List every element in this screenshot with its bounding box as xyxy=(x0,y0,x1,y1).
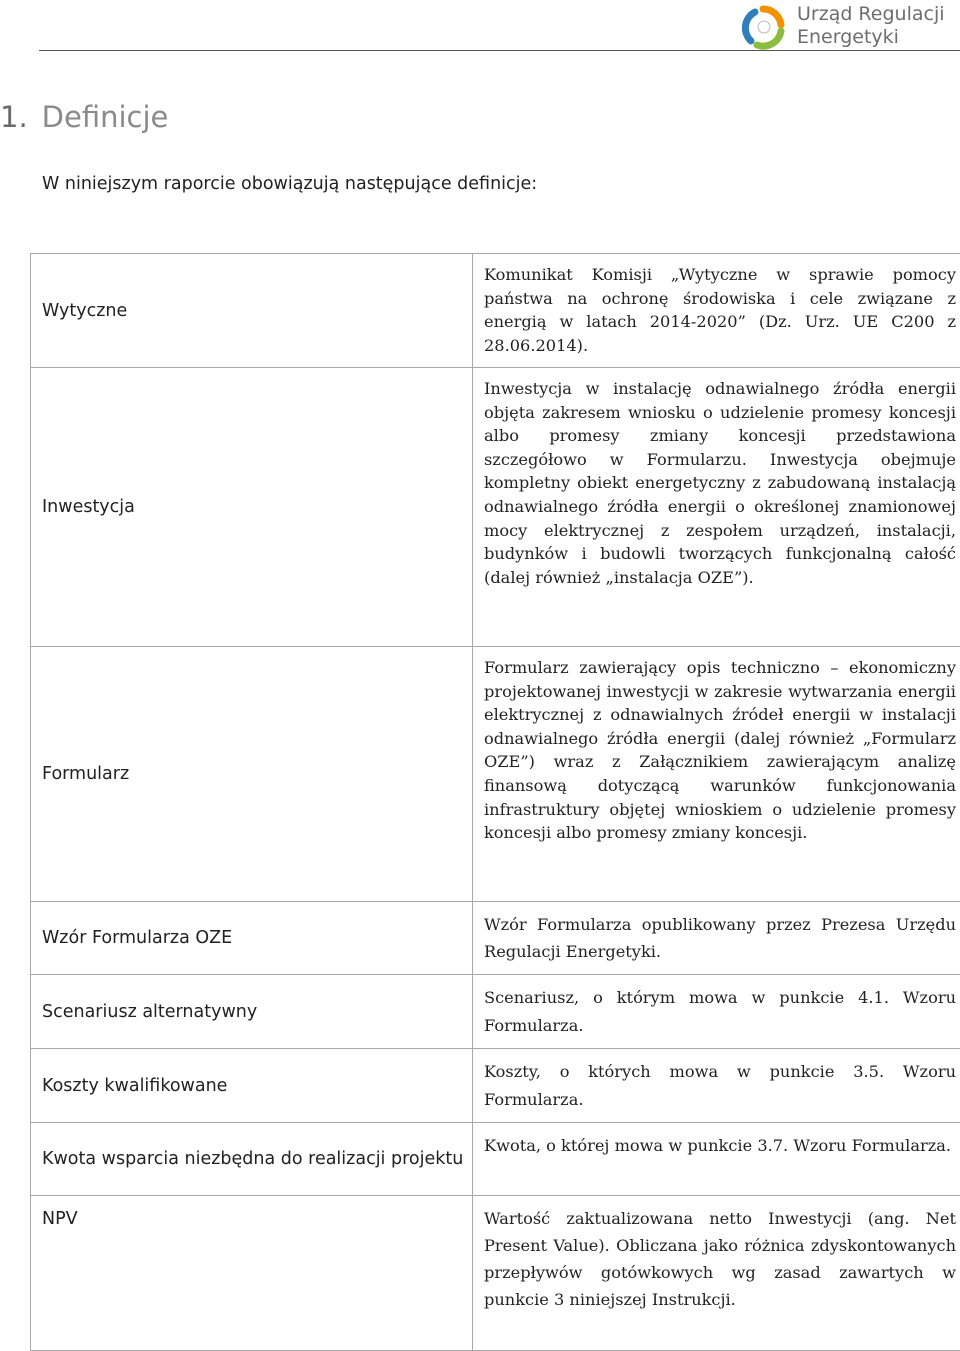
table-row xyxy=(31,1049,960,1122)
table-row xyxy=(31,975,960,1049)
term-label: Inwestycja xyxy=(42,497,135,517)
term-cell xyxy=(31,1195,473,1350)
term-cell xyxy=(31,1049,473,1122)
ure-logo-text xyxy=(797,3,945,49)
definition-cell: Koszty, o których mowa w punkcie 3.5. Wzoru Formularza. xyxy=(473,1049,960,1122)
section-title: Definicje xyxy=(41,100,169,134)
definition-cell: Komunikat Komisji „Wytyczne w sprawie pomocy państwa na ochronę środowiska i cele związane z energią w latach 2014-2020” (Dz. Urz. UE C200 z 28.06.2014). xyxy=(473,254,960,368)
header-divider xyxy=(39,50,960,51)
term-label: Wzór Formularza OZE xyxy=(42,928,233,949)
term-label: Formularz xyxy=(42,764,130,784)
table-row xyxy=(31,647,960,902)
ure-logo xyxy=(737,3,960,51)
ure-logo-icon xyxy=(737,3,789,51)
definition-cell: Kwota, o której mowa w punkcie 3.7. Wzoru Formularza. xyxy=(473,1122,960,1195)
definition-cell: Wzór Formularza opublikowany przez Prezesa Urzędu Regulacji Energetyki. xyxy=(473,902,960,975)
definition-cell: Scenariusz, o którym mowa w punkcie 4.1. Wzoru Formularza. xyxy=(473,975,960,1049)
term-cell xyxy=(31,1122,473,1195)
term-label: Scenariusz alternatywny xyxy=(42,1001,258,1022)
term-cell xyxy=(31,647,473,902)
logo-line-1: Urząd Regulacji xyxy=(797,3,945,25)
definition-cell: Wartość zaktualizowana netto Inwestycji (ang. Net Present Value). Obliczana jako różnica zdyskontowanych przepływów gotówkowych wg zasad zawartych w punkcie 3 niniejszej Instrukcji. xyxy=(473,1195,960,1350)
table-row xyxy=(31,368,960,647)
term-cell xyxy=(31,254,473,368)
definition-cell: Inwestycja w instalację odnawialnego źródła energii objęta zakresem wniosku o udzielenie promesy koncesji albo promesy zmiany koncesji przedstawiona szczegółowo w Formularzu. Inwestycja obejmuje kompletny obiekt energetyczny z zabudowaną instalacją odnawialnego źródła energii o określonej znamionowej mocy elektrycznej z zespołem urządzeń, instalacji, budynków i budowli tworzących funkcjonalną całość (dalej również „instalacja OZE”). xyxy=(473,368,960,647)
term-label: Wytyczne xyxy=(42,300,128,321)
logo-line-2: Energetyki xyxy=(797,26,899,48)
term-cell xyxy=(31,902,473,975)
table-row xyxy=(31,1122,960,1195)
intro-text: W niniejszym raporcie obowiązują następujące definicje: xyxy=(42,174,538,194)
term-label: Koszty kwalifikowane xyxy=(42,1075,228,1096)
table-row xyxy=(31,254,960,368)
term-cell xyxy=(31,368,473,647)
section-number: 1. xyxy=(0,100,28,134)
table-row xyxy=(31,902,960,975)
definition-cell: Formularz zawierający opis techniczno – ekonomiczny projektowanej inwestycji w zakresie wytwarzania energii elektrycznej z odnawialnych źródeł energii w instalacji odnawialnego źródła energii (dalej również „Formularz OZE”) wraz z Załącznikiem zawierającym analizę finansową dotyczącą warunków funkcjonowania infrastruktury objętej wnioskiem o udzielenie promesy koncesji albo promesy zmiany koncesji. xyxy=(473,647,960,902)
term-label: Kwota wsparcia niezbędna do realizacji projektu xyxy=(42,1148,464,1169)
section-heading xyxy=(0,100,168,134)
definitions-table xyxy=(30,253,960,1351)
table-row xyxy=(31,1195,960,1350)
term-label: NPV xyxy=(42,1208,78,1229)
term-cell xyxy=(31,975,473,1049)
